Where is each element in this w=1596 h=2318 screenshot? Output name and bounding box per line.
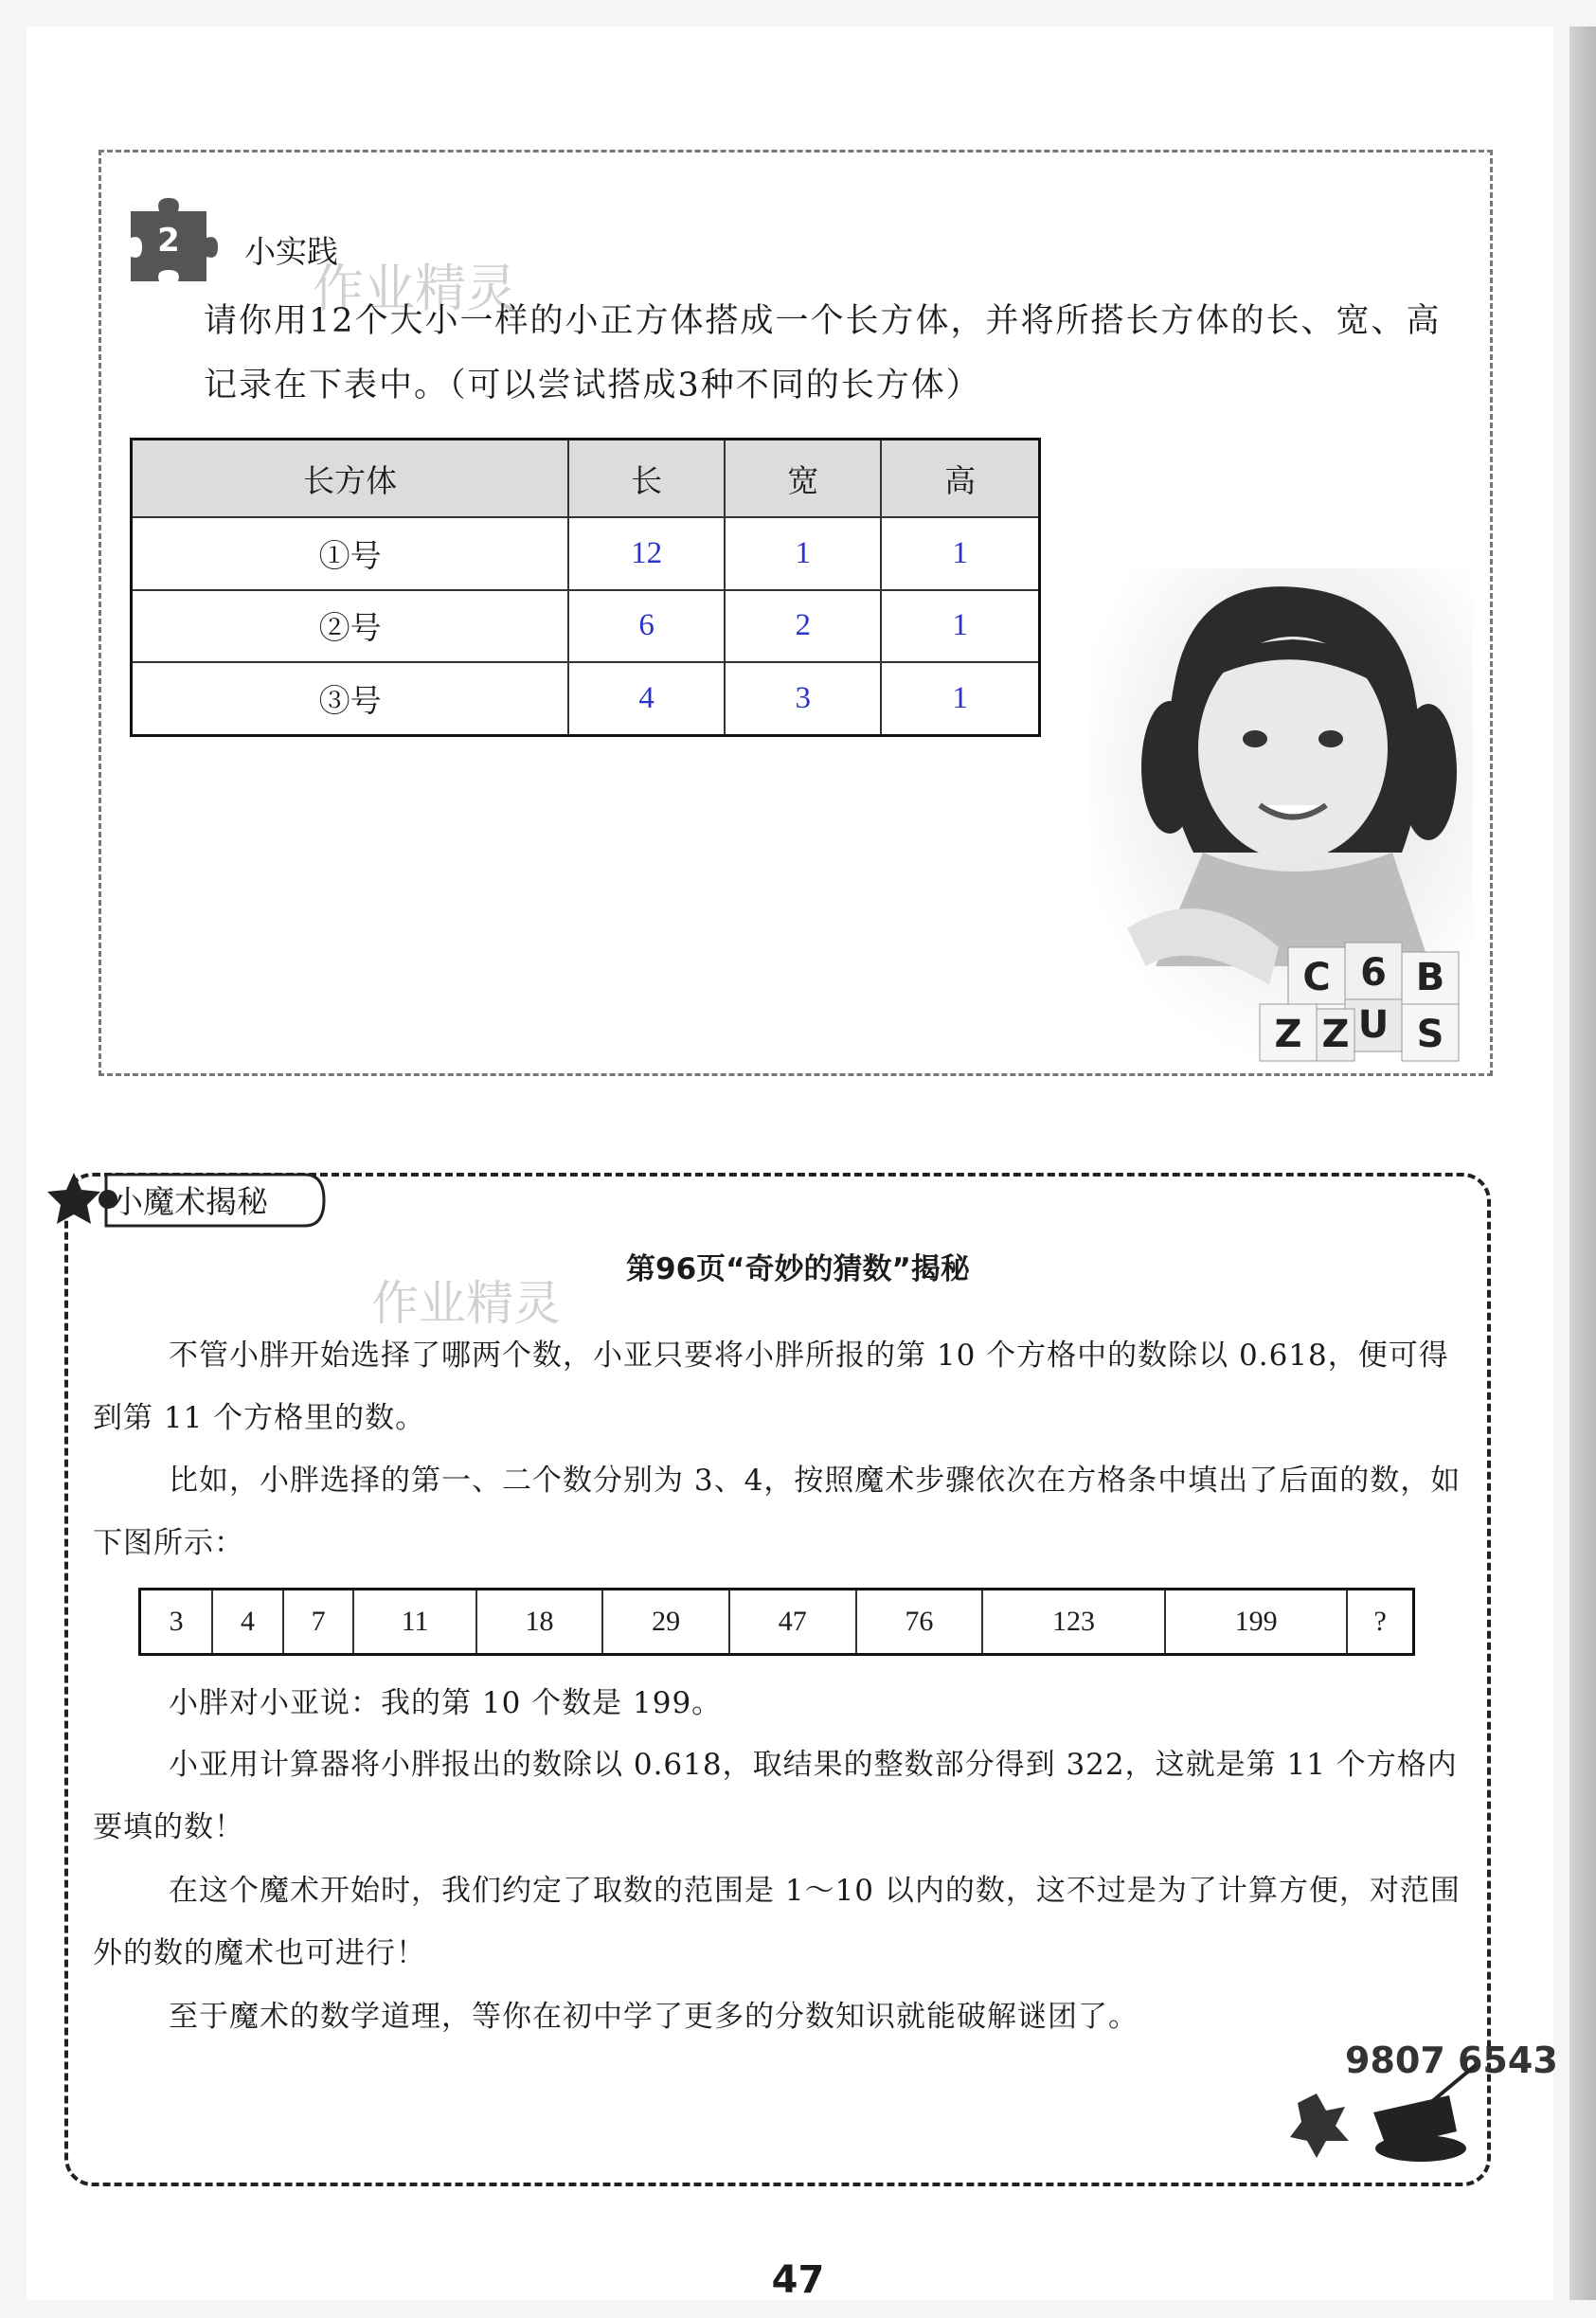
puzzle-number: 2 <box>157 222 180 260</box>
number-cell: ? <box>1347 1590 1413 1655</box>
block-letter: Z <box>1321 1013 1350 1056</box>
hair-pigtail-right <box>1400 704 1457 840</box>
row-label: ③号 <box>132 662 569 735</box>
table-row <box>132 517 1040 590</box>
row-label: ②号 <box>132 590 569 663</box>
book-spine <box>1569 27 1596 2300</box>
number-strip-row <box>140 1590 1414 1655</box>
paragraph: 小亚用计算器将小胖报出的数除以 0.618，取结果的整数部分得到 322，这就是第 11 个方格内要填的数！ <box>93 1748 1458 1844</box>
block-letter: S <box>1416 1013 1444 1056</box>
width-value: 3 <box>725 662 881 735</box>
practice-title: 小实践 <box>244 233 338 270</box>
block-letter: B <box>1415 956 1445 999</box>
height-value: 1 <box>881 662 1039 735</box>
hat-digits: 9807 6543 <box>1345 2039 1558 2081</box>
puzzle-piece-icon <box>1290 2093 1349 2158</box>
paragraph: 比如，小胖选择的第一、二个数分别为 3、4，按照魔术步骤依次在方格条中填出了后面的数，如下图所示： <box>93 1464 1462 1560</box>
length-value: 6 <box>568 590 725 663</box>
header-length: 长 <box>568 440 725 518</box>
puzzle-piece-icon <box>123 194 218 285</box>
number-cell: 11 <box>353 1590 475 1655</box>
magic-badge-label: 小魔术揭秘 <box>112 1183 268 1220</box>
number-cell: 7 <box>283 1590 354 1655</box>
height-value: 1 <box>881 590 1039 663</box>
header-width: 宽 <box>725 440 881 518</box>
width-value: 1 <box>725 517 881 590</box>
magic-hat-illustration <box>1288 2027 1558 2179</box>
number-cell: 47 <box>729 1590 856 1655</box>
table-row <box>132 662 1040 735</box>
number-strip <box>138 1588 1415 1656</box>
height-value: 1 <box>881 517 1039 590</box>
block-letter: C <box>1302 956 1331 999</box>
number-cell: 199 <box>1165 1590 1348 1655</box>
number-cell: 3 <box>140 1590 213 1655</box>
table-header-row <box>132 440 1040 518</box>
eye-left <box>1243 730 1267 747</box>
letter-blocks <box>1260 943 1459 1061</box>
page-number: 47 <box>771 2258 825 2302</box>
practice-instruction: 请你用12个大小一样的小正方体搭成一个长方体，并将所搭长方体的长、宽、高记录在下表中。（可以尝试搭成3种不同的长方体） <box>204 302 1442 404</box>
number-cell: 4 <box>212 1590 283 1655</box>
girl-with-blocks-photo <box>1089 568 1473 1066</box>
watermark: 作业精灵 <box>371 1276 561 1331</box>
watermark: 作业精灵 <box>313 259 517 318</box>
eye-right <box>1318 730 1343 747</box>
number-cell: 29 <box>602 1590 729 1655</box>
paragraph: 小胖对小亚说：我的第 10 个数是 199。 <box>169 1686 723 1720</box>
number-cell: 76 <box>856 1590 983 1655</box>
paragraph: 在这个魔术开始时，我们约定了取数的范围是 1～10 以内的数，这不过是为了计算方便，对范围外的数的魔术也可进行！ <box>93 1874 1461 1970</box>
block-letter: U <box>1357 1003 1390 1047</box>
paragraph: 至于魔术的数学道理，等你在初中学了更多的分数知识就能破解谜团了。 <box>169 2000 1139 2034</box>
block-letter: Z <box>1274 1013 1302 1056</box>
width-value: 2 <box>725 590 881 663</box>
length-value: 12 <box>568 517 725 590</box>
cuboid-table <box>130 438 1041 737</box>
paragraph: 不管小胖开始选择了哪两个数，小亚只要将小胖所报的第 10 个方格中的数除以 0.618，便可得到第 11 个方格里的数。 <box>93 1339 1449 1435</box>
hair-pigtail-left <box>1141 701 1198 834</box>
header-cuboid: 长方体 <box>132 440 569 518</box>
table-row <box>132 590 1040 663</box>
length-value: 4 <box>568 662 725 735</box>
number-cell: 18 <box>476 1590 603 1655</box>
row-label: ①号 <box>132 517 569 590</box>
header-height: 高 <box>881 440 1039 518</box>
magic-heading: 第96页“奇妙的猜数”揭秘 <box>626 1252 970 1286</box>
block-letter: 6 <box>1360 951 1387 995</box>
number-cell: 123 <box>982 1590 1165 1655</box>
